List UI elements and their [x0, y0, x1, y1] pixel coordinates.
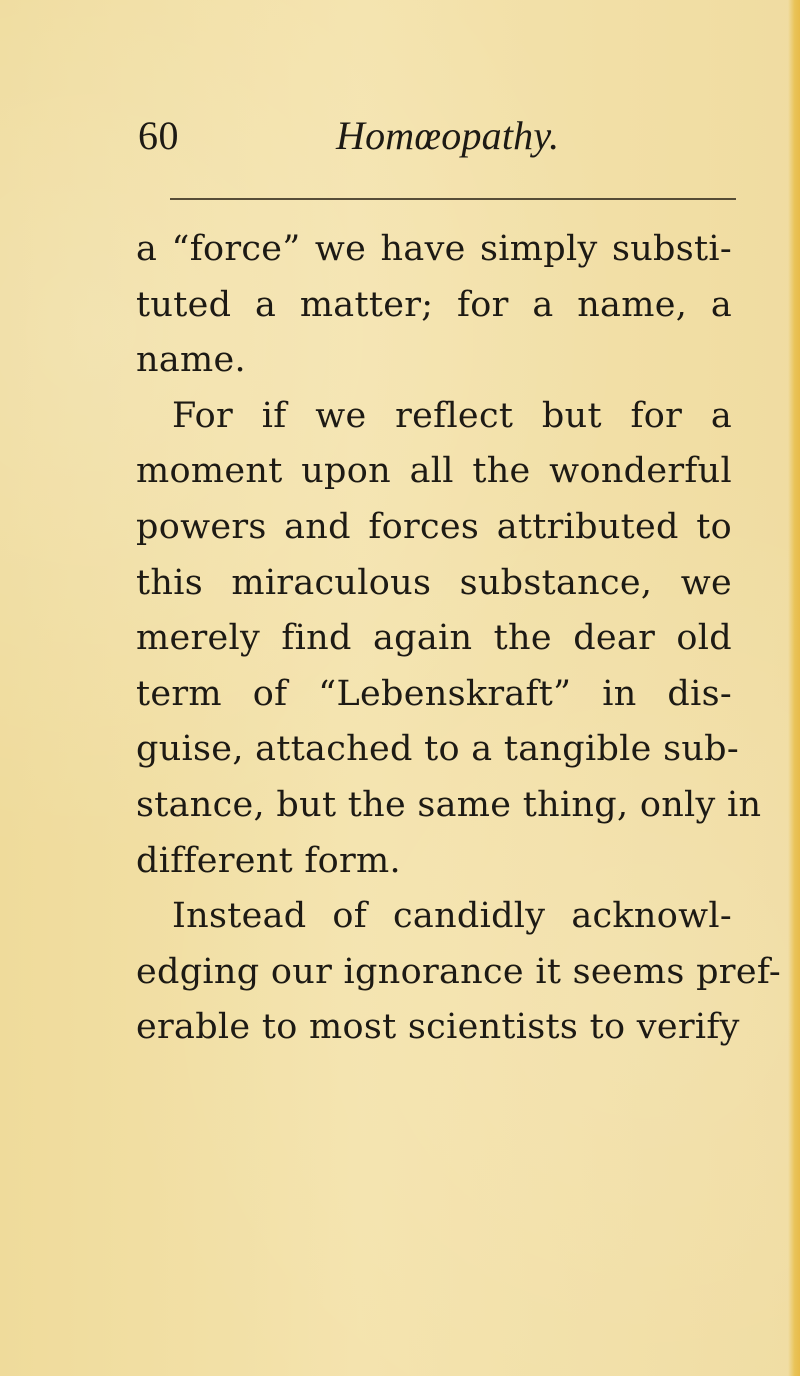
- text-line: erable to most scientists to verify: [136, 1007, 740, 1048]
- text-line: merely find again the dear old: [136, 618, 732, 659]
- text-line: this miraculous substance, we: [136, 562, 732, 603]
- text-line: moment upon all the wonderful: [136, 451, 732, 492]
- body-text: [136, 222, 781, 1056]
- text-line: tuted a matter; for a name, a: [136, 284, 732, 325]
- page-number: 60: [138, 113, 179, 158]
- text-line: different form.: [136, 840, 401, 881]
- page-header: [138, 113, 758, 168]
- text-line: Instead of candidly acknowl-: [172, 896, 732, 937]
- text-line: term of “Lebenskraft” in dis-: [136, 673, 732, 714]
- text-line: name.: [136, 340, 246, 381]
- text-line: a “force” we have simply substi-: [136, 229, 732, 269]
- text-line: edging our ignorance it seems pref-: [136, 951, 781, 992]
- text-line: For if we reflect but for a: [172, 395, 732, 436]
- text-line: stance, but the same thing, only in: [136, 784, 762, 825]
- text-line: guise, attached to a tangible sub-: [136, 729, 740, 770]
- running-title: Homœopathy.: [336, 113, 560, 158]
- page-edge: [788, 0, 800, 1376]
- text-line: powers and forces attributed to: [136, 506, 732, 547]
- header-rule: [170, 198, 736, 200]
